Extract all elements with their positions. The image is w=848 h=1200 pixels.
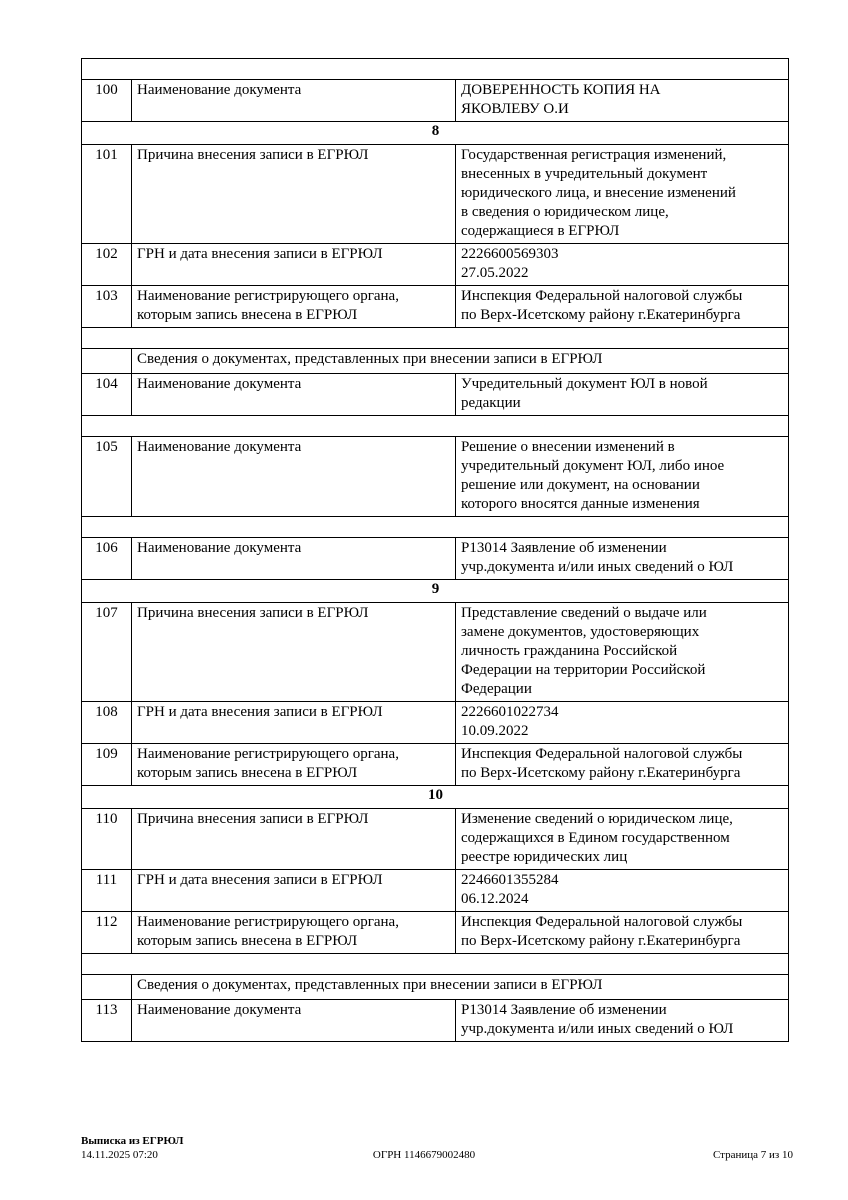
egrul-records-table [81,58,789,1042]
spacer-row [82,416,789,437]
text-line: содержащиеся в ЕГРЮЛ [461,223,620,239]
text-line: Инспекция Федеральной налоговой службы [461,288,743,304]
text-line: Государственная регистрация изменений, [461,147,727,163]
text-line: юридического лица, и внесение изменений [461,185,736,201]
field-value-cell [456,603,789,702]
section-number-cell: 9 [82,580,789,603]
text-line: Р13014 Заявление об изменении [461,540,667,556]
section-number-row [82,580,789,603]
table-row [82,145,789,244]
field-name-cell [132,809,456,870]
text-line: Наименование документа [137,376,302,392]
text-line: учр.документа и/или иных сведений о ЮЛ [461,559,734,575]
table-row [82,437,789,517]
text-line: Р13014 Заявление об изменении [461,1002,667,1018]
document-type-label: Выписка из ЕГРЮЛ [81,1135,184,1147]
text-line: внесенных в учредительный документ [461,166,708,182]
spacer-cell [82,954,789,975]
text-line: Наименование документа [137,540,302,556]
text-line: Федерации [461,681,532,697]
spacer-cell [82,328,789,349]
field-name-cell [132,702,456,744]
text-line: Решение о внесении изменений в [461,439,675,455]
text-line: личность гражданина Российской [461,643,678,659]
text-line: замене документов, удостоверяющих [461,624,700,640]
field-name-cell [132,603,456,702]
field-value-cell [456,538,789,580]
text-line: Инспекция Федеральной налоговой службы [461,914,743,930]
spacer-row [82,328,789,349]
row-number-cell: 111 [82,870,132,912]
egrul-table-body [82,59,789,1042]
text-line: по Верх-Исетскому району г.Екатеринбурга [461,765,741,781]
field-value-cell [456,286,789,328]
field-name-cell [132,538,456,580]
text-line: учредительный документ ЮЛ, либо иное [461,458,725,474]
text-line: 2226601022734 [461,704,559,720]
subheader-row [82,975,789,1000]
page-number-label: Страница 7 из 10 [712,1149,793,1161]
field-value-cell [456,912,789,954]
text-line: Представление сведений о выдаче или [461,605,707,621]
text-line: которого вносятся данные изменения [461,496,700,512]
text-line: по Верх-Исетскому району г.Екатеринбурга [461,933,741,949]
text-line: ГРН и дата внесения записи в ЕГРЮЛ [137,704,383,720]
text-line: ЯКОВЛЕВУ О.И [461,101,569,117]
field-value-cell [456,437,789,517]
text-line: Наименование документа [137,1002,302,1018]
row-number-cell: 107 [82,603,132,702]
text-line: 27.05.2022 [461,265,529,281]
field-name-cell [132,374,456,416]
row-number-cell: 100 [82,80,132,122]
extract-datetime: 14.11.2025 07:20 [81,1149,158,1161]
text-line: ГРН и дата внесения записи в ЕГРЮЛ [137,872,383,888]
field-value-cell [456,244,789,286]
row-number-cell: 110 [82,809,132,870]
table-row [82,244,789,286]
text-line: ДОВЕРЕННОСТЬ КОПИЯ НА [461,82,661,98]
field-name-cell [132,437,456,517]
text-line: Причина внесения записи в ЕГРЮЛ [137,605,369,621]
text-line: Учредительный документ ЮЛ в новой [461,376,708,392]
section-number-cell: 8 [82,122,789,145]
table-row [82,1000,789,1042]
row-number-cell: 103 [82,286,132,328]
spacer-cell [82,517,789,538]
text-line: по Верх-Исетскому району г.Екатеринбурга [461,307,741,323]
table-row [82,744,789,786]
text-line: учр.документа и/или иных сведений о ЮЛ [461,1021,734,1037]
subheader-row [82,349,789,374]
row-number-cell: 102 [82,244,132,286]
row-number-cell: 101 [82,145,132,244]
field-name-cell [132,744,456,786]
text-line: Наименование регистрирующего органа, [137,746,399,762]
field-value-cell [456,744,789,786]
text-line: Федерации на территории Российской [461,662,706,678]
text-line: Инспекция Федеральной налоговой службы [461,746,743,762]
text-line: Изменение сведений о юридическом лице, [461,811,733,827]
table-row [82,702,789,744]
row-number-cell [82,349,132,374]
table-row [82,538,789,580]
text-line: Причина внесения записи в ЕГРЮЛ [137,811,369,827]
table-row [82,286,789,328]
field-name-cell [132,286,456,328]
text-line: Наименование регистрирующего органа, [137,288,399,304]
spacer-row [82,59,789,80]
text-line: в сведения о юридическом лице, [461,204,669,220]
field-value-cell [456,870,789,912]
table-row [82,603,789,702]
field-value-cell [456,702,789,744]
field-name-cell [132,145,456,244]
spacer-cell [82,416,789,437]
section-number-row [82,122,789,145]
section-number-cell: 10 [82,786,789,809]
field-value-cell [456,1000,789,1042]
field-name-cell [132,870,456,912]
field-value-cell [456,809,789,870]
field-value-cell [456,80,789,122]
row-number-cell: 112 [82,912,132,954]
text-line: Наименование документа [137,439,302,455]
field-name-cell [132,244,456,286]
field-value-cell [456,374,789,416]
table-row [82,870,789,912]
field-name-cell [132,912,456,954]
table-row [82,912,789,954]
spacer-row [82,954,789,975]
row-number-cell: 106 [82,538,132,580]
field-value-cell [456,145,789,244]
table-row [82,809,789,870]
table-row [82,80,789,122]
row-number-cell [82,975,132,1000]
text-line: 06.12.2024 [461,891,529,907]
text-line: которым запись внесена в ЕГРЮЛ [137,765,358,781]
row-number-cell: 109 [82,744,132,786]
text-line: редакции [461,395,521,411]
text-line: 2246601355284 [461,872,559,888]
subheader-cell: Сведения о документах, представленных при внесении записи в ЕГРЮЛ [132,349,789,374]
field-name-cell [132,1000,456,1042]
row-number-cell: 105 [82,437,132,517]
text-line: Наименование документа [137,82,302,98]
text-line: которым запись внесена в ЕГРЮЛ [137,307,358,323]
spacer-row [82,517,789,538]
field-name-cell [132,80,456,122]
text-line: Наименование регистрирующего органа, [137,914,399,930]
table-row [82,374,789,416]
text-line: 10.09.2022 [461,723,529,739]
subheader-cell: Сведения о документах, представленных при внесении записи в ЕГРЮЛ [132,975,789,1000]
text-line: Причина внесения записи в ЕГРЮЛ [137,147,369,163]
ogrn-label: ОГРН 1146679002480 [372,1149,476,1161]
spacer-cell [82,59,789,80]
row-number-cell: 108 [82,702,132,744]
text-line: 2226600569303 [461,246,559,262]
text-line: реестре юридических лиц [461,849,628,865]
text-line: которым запись внесена в ЕГРЮЛ [137,933,358,949]
text-line: содержащихся в Едином государственном [461,830,730,846]
row-number-cell: 104 [82,374,132,416]
text-line: решение или документ, на основании [461,477,700,493]
section-number-row [82,786,789,809]
text-line: ГРН и дата внесения записи в ЕГРЮЛ [137,246,383,262]
row-number-cell: 113 [82,1000,132,1042]
